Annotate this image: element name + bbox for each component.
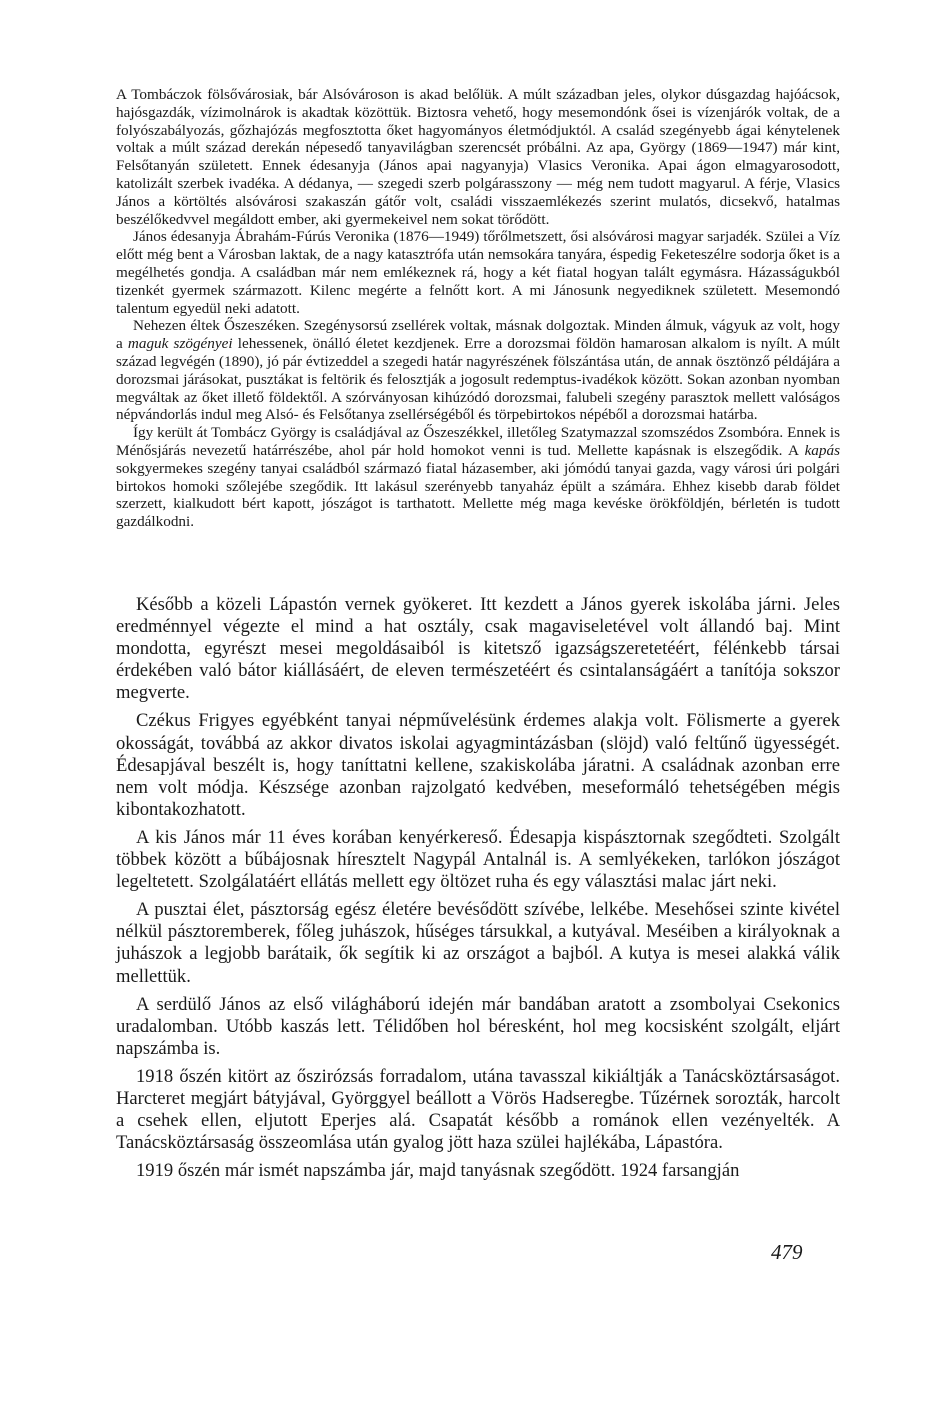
small-paragraph <box>116 86 840 228</box>
small-print-section <box>116 86 840 531</box>
small-paragraph <box>116 228 840 317</box>
text-segment: Így került át Tombácz György is családjával az Őszeszékkel, illetőleg Szatymazzal szomszédos Zsombóra. Ennek is Ménősjárás nevezetű határrészébe, ahol pár hold homokot venni is tud. Mellette kapásnak is elszegődik. A <box>116 424 840 459</box>
italic-term: maguk szögényei <box>127 335 233 353</box>
text-segment: lehessenek, önálló életet kezdjenek. Erre a dorozsmai földön hamarosan alkalom is nyílt. A múlt század legvégén (1890), jó pár évtizeddel a szegedi határ nagyrészének fölszántása után, de annak ösztönző példájára a dorozsmai járásokat, pusztákat is feltörik és felosztják a jogosult redemptus-ivadékok között. Sokan azonban nyomban megváltak az őket illető földektől. A szórványosan kihúzódó dorozsmai, falubeli szegény parasztok mellett valóságos népvándorlás indul meg Alsó- és Felsőtanya zsellérségéből és törpebirtokos népéből a dorozsmai határba. <box>116 335 840 424</box>
body-paragraph: A serdülő János az első világháború idején már bandában aratott a zsombolyai Csekonics uradalomban. Utóbb kaszás lett. Télidőben hol béresként, hol meg kocsisként szolgált, eljárt napszámba is. <box>116 993 840 1059</box>
body-paragraph: A pusztai élet, pásztorság egész életére bevésődött szívébe, lelkébe. Mesehősei szinte kivétel nélkül pásztoremberek, főleg juhászok, hűséges társukkal, a kutyával. Meséiben a királyoknak a juhászok a legjobb barátaik, ők segítik ki az országot a bajból. A kutya is mesei alakká válik mellettük. <box>116 899 840 987</box>
small-paragraph <box>116 317 840 424</box>
text-segment: Nehezen éltek Őszeszéken. Szegénysorsú zsellérek voltak, másnak dolgoztak. Minden álmuk, vágyuk az volt, hogy a <box>116 317 840 353</box>
body-paragraph: A kis János már 11 éves korában kenyérkereső. Édesapja kispásztornak szegődteti. Szolgált többek között a bűbájosnak híresztelt Nagypál Antalnál is. A semlyékeken, tarlókon jószágot legeltetett. Szolgálatáért ellátás mellett egy öltözet ruha és egy választási malac járt neki. <box>116 826 840 893</box>
text-segment: sokgyermekes szegény tanyai családból származó fiatal házasember, aki jómódú tanyai gazda, vagy városi úri polgári birtokos homoki szőlejébe szegődik. Itt lakásul szerényebb tanyaház épült a számára. Ehhez kisebb darab földet szerzett, kialkudott bért kapott, jószágot is tarthatott. Mellette még maga kevéske örökföldjén, bérletén is tudott gazdálkodni. <box>116 459 840 531</box>
text-segment: A Tombáczok fölsővárosiak, bár Alsóvároson is akad belőlük. A múlt században jeles, olykor dúsgazdag hajóácsok, hajósgazdák, vízimolnárok is akadtak közöttük. Biztosra vehető, hogy mesemondónk ősei is vízenjárók voltak, de a folyószabályozás, gőzhajózás megfosztotta őket hagyományos életmódjuktól. A család szegényebb ágai kénytelenek voltak a múlt század derekán népesedő tanyavilágban szerencsét próbálni. Az apa, György (1869—1947) már kint, Felsőtanyán született. Ennek édesanyja (János apai nagyanyja) Vlasics Veronika. Apai ágon elmagyarosodott, katolizált szerbek ivadéka. A dédanya, — szegedi szerb polgárasszony — még nem tudott magyarul. A férje, Vlasics János a körtöltés alsóvárosi szakaszán gátőr volt, családi visszaemlékezés szerint mulatós, dicsekvő, hatalmas beszélőkedvvel megáldott ember, aki gyermekeivel nem sokat törődött. <box>116 86 840 228</box>
text-segment: János édesanyja Ábrahám-Fúrús Veronika (1876—1949) tőrőlmetszett, ősi alsóvárosi magyar sarjadék. Szülei a Víz előtt még bent a Városban laktak, de a nagy katasztrófa után nemsokára tanyára, éspedig Feketeszélre sodorja őket is a megélhetés gondja. A családban már nem emlékeznek rá, hogy a két fiatal hogyan talált egymásra. Házasságukból tizenkét gyermek származott. Kilenc megérte a felnőtt kort. A mi Jánosunk negyediknek született. Mesemondó talentum egyedül neki adatott. <box>116 228 840 317</box>
page-number: 479 <box>771 1240 803 1264</box>
small-paragraph <box>116 424 840 531</box>
body-paragraph: Később a közeli Lápastón vernek gyökeret. Itt kezdett a János gyerek iskolába járni. Jeles eredménnyel végezte el mind a hat osztály, csak magaviseletével volt állandó baj. Mint mondotta, egyrészt mesei megoldásaiból is kitetsző igazságszeretetéért, félénkebb társai érdekében való bátor kiállásáért, de eleven természetéért és csintalanságáért a tanítója sokszor megverte. <box>116 594 840 704</box>
body-paragraph: 1918 őszén kitört az őszirózsás forradalom, utána tavasszal kikiáltják a Tanácsköztársaságot. Harcteret megjárt bátyjával, Györggyel beállott a Vörös Hadseregbe. Tűzérnek sorozták, harcolt a csehek ellen, eljutott Eperjes alá. Csapatát később a románok ellen vezényelték. A Tanácsköztársaság összeomlása után gyalog jött haza szülei hajlékába, Lápastóra. <box>116 1065 840 1154</box>
italic-term: kapás <box>804 441 840 459</box>
body-paragraph: Czékus Frigyes egyébként tanyai népművelésünk érdemes alakja volt. Fölismerte a gyerek okosságát, továbbá az akkor divatos iskolai agyagmintázásban (slöjd) való feltűnő ügyességét. Édesapjával beszélt is, hogy taníttatni kellene, szakiskolába járatni. A családnak azonban erre nem volt módja. Készsége azonban rajzolgató kedvében, meseformáló tehetségében mégis kibontakozhatott. <box>116 710 840 820</box>
body-paragraph: 1919 őszén már ismét napszámba jár, majd tanyásnak szegődött. 1924 farsangján <box>136 1160 740 1182</box>
main-text-section <box>116 594 840 1182</box>
